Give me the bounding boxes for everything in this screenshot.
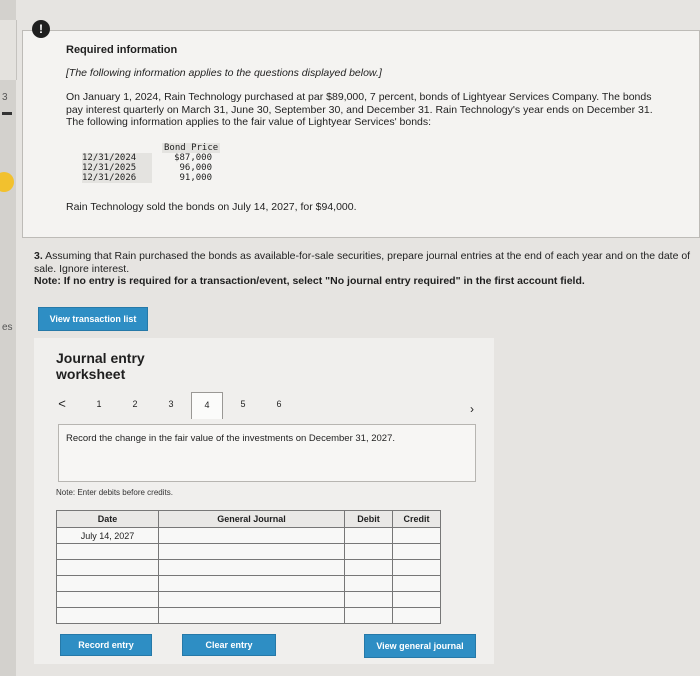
page-3-tab[interactable]: 3: [168, 399, 174, 409]
table-header-row: [57, 511, 441, 528]
clear-entry-button[interactable]: Clear entry: [182, 634, 276, 656]
record-entry-button[interactable]: Record entry: [60, 634, 152, 656]
question-number: 3.: [34, 250, 43, 262]
credit-cell[interactable]: [393, 608, 441, 624]
credit-cell[interactable]: [393, 592, 441, 608]
date-cell[interactable]: July 14, 2027: [57, 528, 159, 544]
prev-page-button[interactable]: <: [58, 396, 66, 411]
credit-header: Credit: [393, 511, 441, 528]
page-5-tab[interactable]: 5: [240, 399, 246, 409]
debit-cell[interactable]: [345, 544, 393, 560]
worksheet-title-line: Journal entry: [56, 350, 145, 366]
debit-cell[interactable]: [345, 576, 393, 592]
journal-entry-table: [56, 510, 441, 624]
bond-price: $87,000: [174, 153, 212, 163]
info-title: Required information: [66, 44, 178, 56]
debit-cell[interactable]: [345, 528, 393, 544]
date-cell[interactable]: [57, 608, 159, 624]
page-1-tab[interactable]: 1: [96, 399, 102, 409]
view-general-journal-button[interactable]: View general journal: [364, 634, 476, 658]
sidebar-status-dot: [0, 172, 14, 192]
account-cell[interactable]: [159, 560, 345, 576]
date-cell[interactable]: [57, 560, 159, 576]
debit-cell[interactable]: [345, 592, 393, 608]
worksheet-title-line: worksheet: [56, 366, 126, 382]
debit-cell[interactable]: [345, 608, 393, 624]
debit-header: Debit: [345, 511, 393, 528]
sale-text: Rain Technology sold the bonds on July 14, 2027, for $94,000.: [66, 201, 357, 213]
table-row: [57, 592, 441, 608]
date-header: Date: [57, 511, 159, 528]
worksheet-title: [56, 350, 145, 382]
page-6-tab[interactable]: 6: [276, 399, 282, 409]
bond-price-header: Bond Price: [164, 143, 219, 153]
question-block: [34, 250, 694, 288]
bond-price: 91,000: [179, 173, 212, 183]
alert-icon: !: [32, 20, 50, 38]
general-journal-header: General Journal: [159, 511, 345, 528]
sidebar-tab[interactable]: [0, 20, 17, 80]
next-page-arrow-icon[interactable]: ›: [470, 402, 474, 416]
credit-cell[interactable]: [393, 528, 441, 544]
debit-cell[interactable]: [345, 560, 393, 576]
page-2-tab[interactable]: 2: [132, 399, 138, 409]
table-row: [57, 544, 441, 560]
credit-cell[interactable]: [393, 544, 441, 560]
instruction-text: Record the change in the fair value of the investments on December 31, 2027.: [66, 433, 396, 444]
sidebar-mark: es: [2, 322, 13, 333]
info-paragraph: On January 1, 2024, Rain Technology purchased at par $89,000, 7 percent, bonds of Lightyear Services Company. The bonds pay interest quarterly on March 31, June 30, September 30, and December 31. Rain Technology's year ends on December 31. The following information applies to the fair value of Lightyear Services' bonds:: [66, 91, 653, 128]
account-cell[interactable]: [159, 592, 345, 608]
account-cell[interactable]: [159, 544, 345, 560]
view-transaction-list-button[interactable]: View transaction list: [38, 307, 148, 331]
question-text: Assuming that Rain purchased the bonds as available-for-sale securities, prepare journal entries at the end of each year and on the date of sale. Ignore interest.: [34, 250, 691, 275]
left-sidebar: [0, 0, 16, 676]
debits-note: Note: Enter debits before credits.: [56, 488, 173, 497]
bond-date: 12/31/2026: [82, 173, 152, 183]
credit-cell[interactable]: [393, 560, 441, 576]
sidebar-mark: 3: [2, 92, 8, 103]
bond-date: 12/31/2025: [82, 163, 152, 173]
account-cell[interactable]: [159, 608, 345, 624]
page-4-tab[interactable]: 4: [191, 392, 223, 419]
bond-price: 96,000: [179, 163, 212, 173]
sidebar-indicator: [2, 112, 12, 115]
date-cell[interactable]: [57, 592, 159, 608]
account-cell[interactable]: [159, 528, 345, 544]
credit-cell[interactable]: [393, 576, 441, 592]
date-cell[interactable]: [57, 544, 159, 560]
table-row: [57, 560, 441, 576]
question-note: Note: If no entry is required for a transaction/event, select "No journal entry required" in the first account field.: [34, 275, 585, 287]
info-subtitle: [The following information applies to the questions displayed below.]: [66, 67, 382, 79]
date-cell[interactable]: [57, 576, 159, 592]
table-row: [57, 528, 441, 544]
table-row: [57, 608, 441, 624]
account-cell[interactable]: [159, 576, 345, 592]
table-row: [57, 576, 441, 592]
bond-date: 12/31/2024: [82, 153, 152, 163]
